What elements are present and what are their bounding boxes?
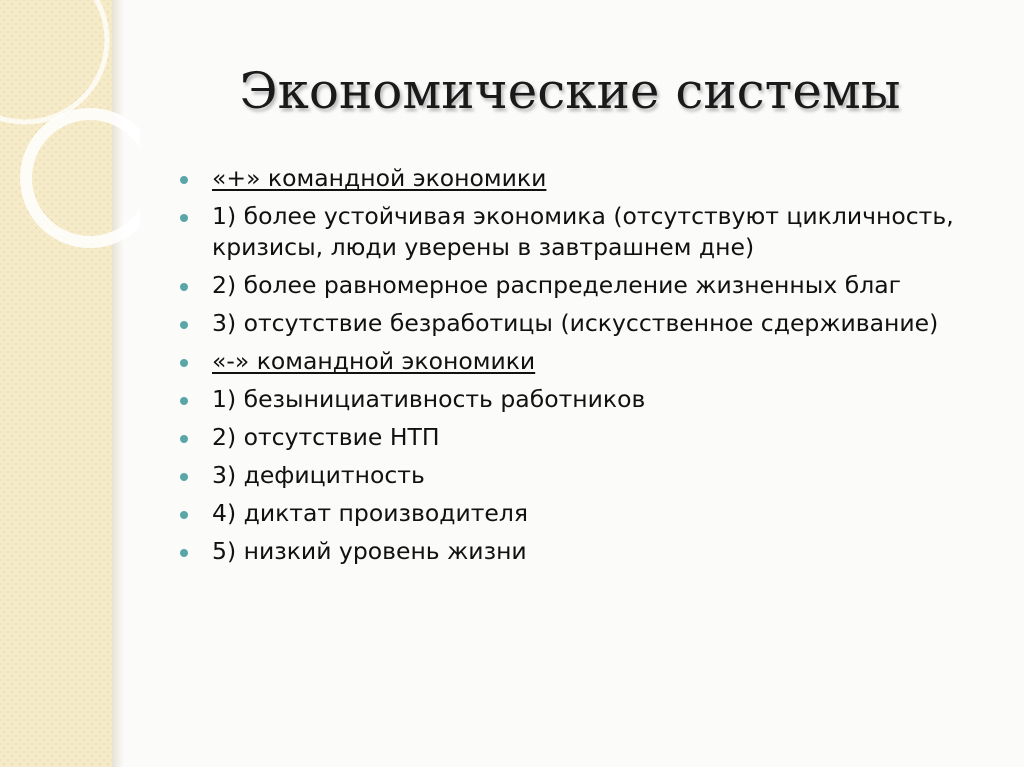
bullet-dot-icon bbox=[180, 214, 188, 222]
bullet-text: «+» командной экономики bbox=[212, 164, 547, 192]
bullet-text: 5) низкий уровень жизни bbox=[212, 537, 527, 565]
bullet-item bbox=[180, 308, 1000, 339]
bullet-dot-icon bbox=[180, 473, 188, 481]
slide-title: Экономические системы bbox=[239, 62, 901, 120]
bullet-dot-icon bbox=[180, 283, 188, 291]
bullet-item bbox=[180, 536, 1000, 567]
bullet-dot-icon bbox=[180, 511, 188, 519]
decorative-circles-icon bbox=[0, 0, 140, 260]
bullet-text: 2) более равномерное распределение жизненных благ bbox=[212, 271, 901, 299]
bullet-text: 2) отсутствие НТП bbox=[212, 423, 440, 451]
bullet-text: 1) более устойчивая экономика (отсутствуют цикличность, кризисы, люди уверены в завтрашнем дне) bbox=[212, 202, 954, 261]
bullet-item bbox=[180, 460, 1000, 491]
bullet-text: 1) безынициативность работников bbox=[212, 385, 646, 413]
bullet-dot-icon bbox=[180, 176, 188, 184]
bullet-text: 3) отсутствие безработицы (искусственное сдерживание) bbox=[212, 309, 939, 337]
bullet-item bbox=[180, 163, 1000, 194]
bullet-text: 4) диктат производителя bbox=[212, 499, 529, 527]
bullet-item bbox=[180, 384, 1000, 415]
bullet-item bbox=[180, 346, 1000, 377]
bullet-dot-icon bbox=[180, 397, 188, 405]
bullet-text: 3) дефицитность bbox=[212, 461, 425, 489]
bullet-item bbox=[180, 422, 1000, 453]
bullet-dot-icon bbox=[180, 321, 188, 329]
bullet-dot-icon bbox=[180, 359, 188, 367]
bullet-list bbox=[180, 163, 1000, 574]
bullet-item bbox=[180, 201, 1000, 263]
bullet-dot-icon bbox=[180, 549, 188, 557]
bullet-text: «-» командной экономики bbox=[212, 347, 536, 375]
bullet-dot-icon bbox=[180, 435, 188, 443]
bullet-item bbox=[180, 498, 1000, 529]
bullet-item bbox=[180, 270, 1000, 301]
